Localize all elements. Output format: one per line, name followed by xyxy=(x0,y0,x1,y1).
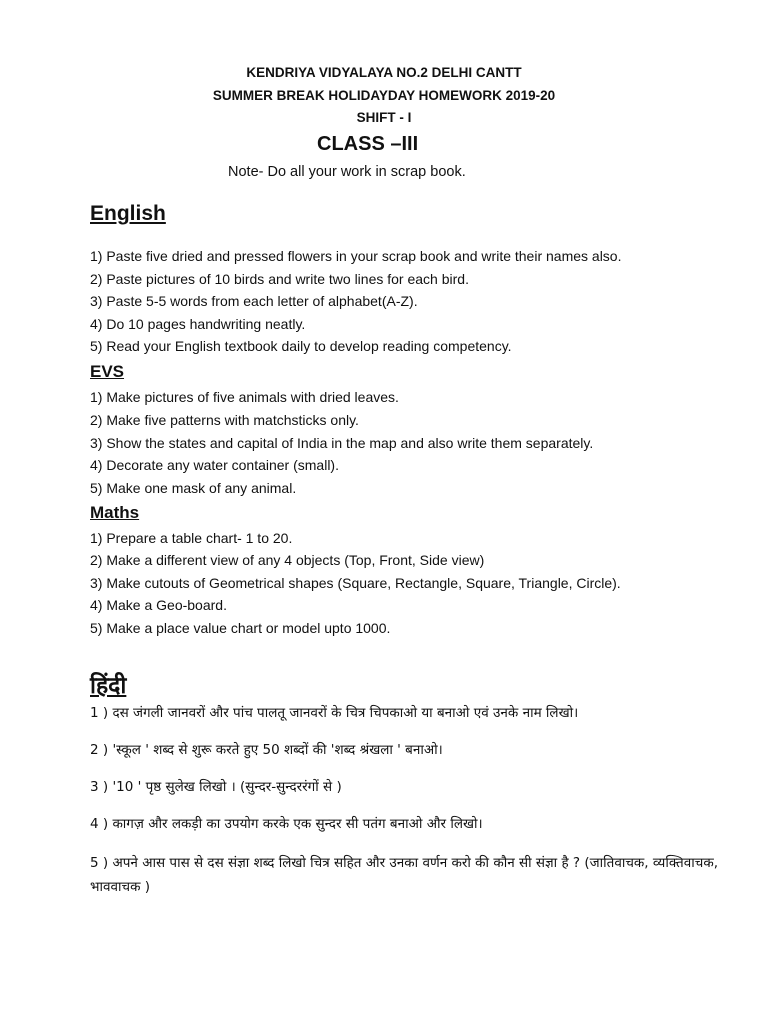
evs-heading: EVS xyxy=(90,362,125,381)
hindi-heading: हिंदी xyxy=(90,673,127,699)
maths-item: 2) Make a different view of any 4 objects (Top, Front, Side view) xyxy=(90,552,485,568)
hindi-item: 5 ) अपने आस पास से दस संज्ञा शब्द लिखो चित्र सहित और उनका वर्णन करो की कौन सी संज्ञा है ? (जातिवाचक, व्यक्तिवाचक, भाववाचक ) xyxy=(90,855,718,895)
english-item: 5) Read your English textbook daily to develop reading competency. xyxy=(90,338,512,354)
note-text: Note- Do all your work in scrap book. xyxy=(228,164,466,180)
maths-item: 3) Make cutouts of Geometrical shapes (Square, Rectangle, Square, Triangle, Circle). xyxy=(90,575,621,591)
maths-heading: Maths xyxy=(90,503,140,522)
hindi-item: 2 ) 'स्कूल ' शब्द से शुरू करते हुए 50 शब्दों की 'शब्द श्रंखला ' बनाओ। xyxy=(90,742,443,758)
evs-item: 4) Decorate any water container (small). xyxy=(90,457,339,473)
evs-item: 3) Show the states and capital of India in the map and also write them separately. xyxy=(90,435,594,451)
english-item: 3) Paste 5-5 words from each letter of alphabet(A-Z). xyxy=(90,293,418,309)
shift-label: SHIFT - I xyxy=(356,110,412,125)
document-title: SUMMER BREAK HOLIDAYDAY HOMEWORK 2019-20 xyxy=(212,88,556,103)
maths-item: 4) Make a Geo-board. xyxy=(90,597,227,613)
english-item: 4) Do 10 pages handwriting neatly. xyxy=(90,316,306,332)
evs-item: 1) Make pictures of five animals with dried leaves. xyxy=(90,389,399,405)
evs-item: 2) Make five patterns with matchsticks only. xyxy=(90,412,359,428)
english-item: 2) Paste pictures of 10 birds and write two lines for each bird. xyxy=(90,271,469,287)
hindi-item: 4 ) कागज़ और लकड़ी का उपयोग करके एक सुन्दर सी पतंग बनाओ और लिखो। xyxy=(90,816,483,832)
english-heading: English xyxy=(90,202,166,225)
hindi-item: 3 ) '10 ' पृष्ठ सुलेख लिखो । (सुन्दर-सुन्दररंगों से ) xyxy=(90,779,342,795)
school-name: KENDRIYA VIDYALAYA NO.2 DELHI CANTT xyxy=(246,65,522,80)
maths-item: 1) Prepare a table chart- 1 to 20. xyxy=(90,530,293,546)
evs-item: 5) Make one mask of any animal. xyxy=(90,480,297,496)
class-label: CLASS –III xyxy=(317,133,419,155)
hindi-item: 1 ) दस जंगली जानवरों और पांच पालतू जानवरों के चित्र चिपकाओ या बनाओ एवं उनके नाम लिखो। xyxy=(90,705,579,721)
english-item: 1) Paste five dried and pressed flowers in your scrap book and write their names also. xyxy=(90,248,622,264)
maths-item: 5) Make a place value chart or model upto 1000. xyxy=(90,620,391,636)
